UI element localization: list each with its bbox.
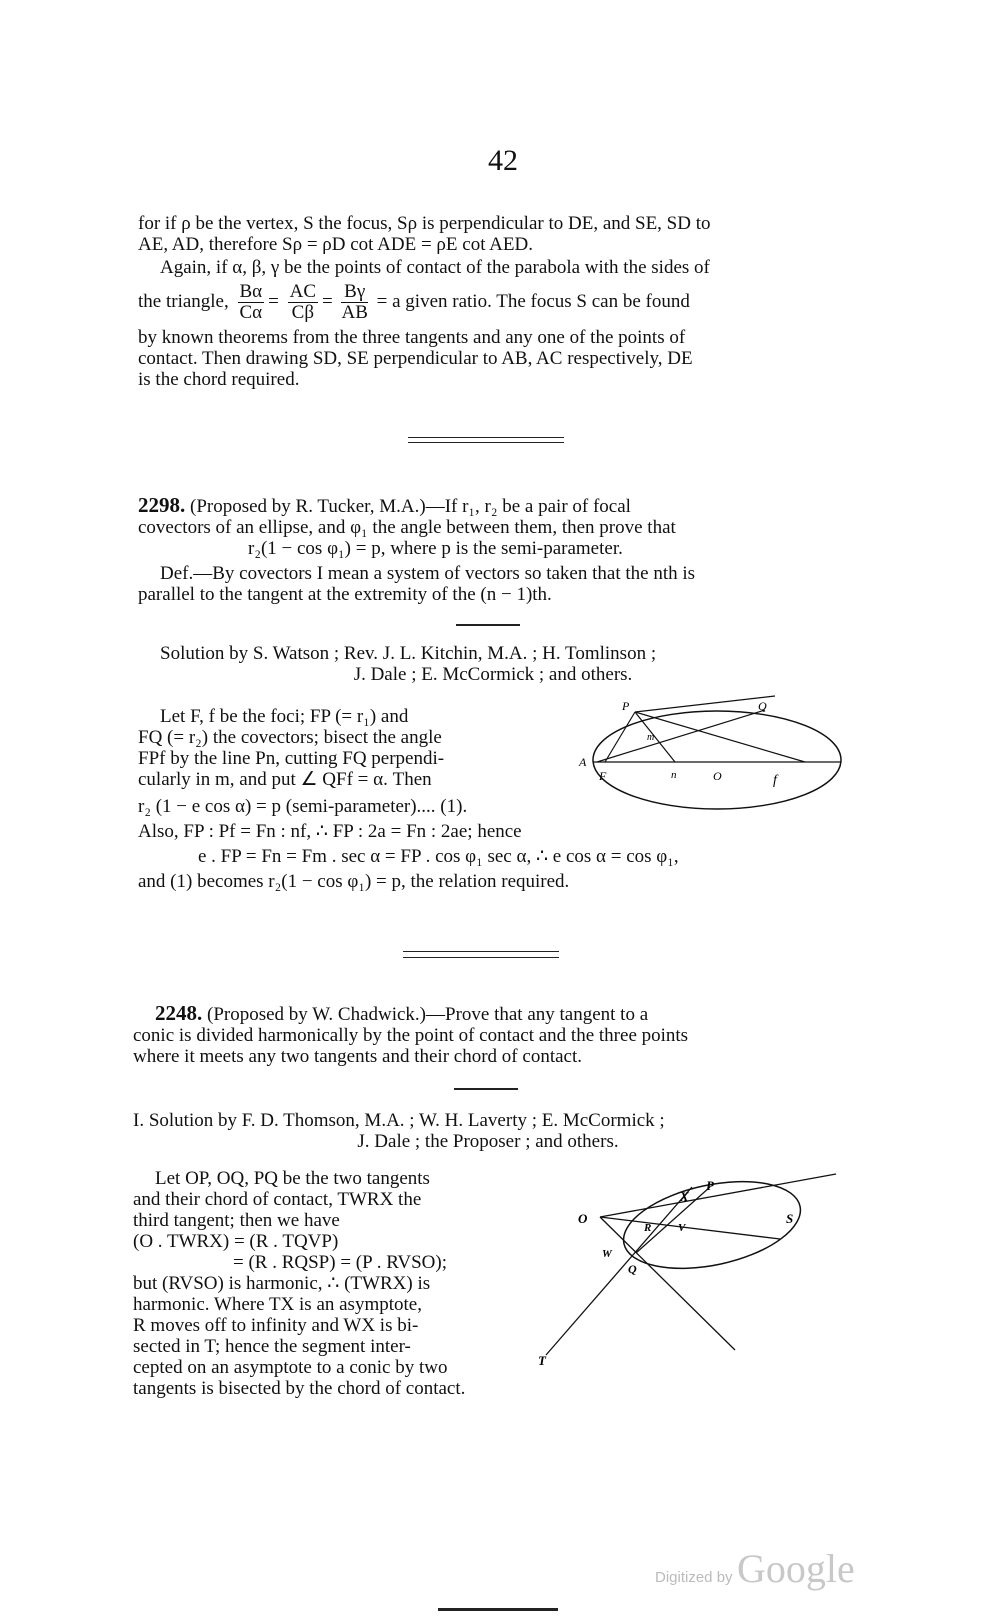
text-fragment: (Proposed by R. Tucker, M.A.)—If r₁, r₂ be a pair of focal xyxy=(190,496,631,517)
label-W: W xyxy=(602,1248,612,1260)
text-line: FQ (= r₂) the covectors; bisect the angle xyxy=(138,727,442,748)
digitized-watermark xyxy=(655,1545,855,1592)
fraction xyxy=(341,282,367,323)
question-header xyxy=(138,495,848,517)
tangent-TX xyxy=(546,1187,692,1355)
numerator: AC xyxy=(289,281,317,302)
solution-2298-body xyxy=(138,796,848,892)
section-divider xyxy=(403,951,559,952)
label-S: S xyxy=(786,1211,794,1226)
solution-credit: J. Dale ; the Proposer ; and others. xyxy=(357,1131,619,1152)
text-line: (O . TWRX) = (R . TQVP) xyxy=(133,1231,339,1252)
short-divider xyxy=(454,1088,518,1090)
numerator: Bα xyxy=(239,281,263,302)
label-m: m xyxy=(647,732,655,743)
tangent-line xyxy=(635,696,775,712)
section-divider xyxy=(408,437,564,438)
solution-2248-body xyxy=(133,1168,513,1399)
text-line: e . FP = Fn = Fm . sec α = FP . cos φ₁ sec α, ∴ e cos α = cos φ₁, xyxy=(198,846,679,867)
text-line: for if ρ be the vertex, S the focus, Sρ is perpendicular to DE, and SE, SD to xyxy=(138,213,711,234)
text-line: R moves off to infinity and WX is bi- xyxy=(133,1315,419,1336)
label-X: X xyxy=(680,1189,689,1204)
page-number: 42 xyxy=(488,144,518,177)
solution-2298-body-left xyxy=(138,706,568,790)
text-line: tangents is bisected by the chord of contact. xyxy=(133,1378,466,1399)
text-line: sected in T; hence the segment inter- xyxy=(133,1336,411,1357)
label-P: P xyxy=(622,699,630,713)
question-number: 2298. xyxy=(138,493,186,517)
text-line: where it meets any two tangents and their chord of contact. xyxy=(133,1046,582,1067)
solution-2298-credits xyxy=(138,643,848,685)
line-FQ xyxy=(597,710,765,762)
text-line: but (RVSO) is harmonic, ∴ (TWRX) is xyxy=(133,1273,431,1294)
label-n: n xyxy=(671,769,677,781)
ellipse-diagram xyxy=(575,700,845,810)
question-2298 xyxy=(138,495,848,605)
text-line: cularly in m, and put ∠ QFf = α. Then xyxy=(138,769,432,790)
denominator: Cβ xyxy=(291,302,314,323)
label-F: F xyxy=(599,769,607,783)
label-T: T xyxy=(538,1353,546,1368)
label-O: O xyxy=(578,1211,588,1226)
text-line: covectors of an ellipse, and φ₁ the angle between them, then prove that xyxy=(138,517,676,538)
label-A: A xyxy=(579,755,587,769)
fraction xyxy=(288,282,318,323)
text-line: cepted on an asymptote to a conic by two xyxy=(133,1357,448,1378)
label-P: P xyxy=(706,1178,714,1193)
text-line: parallel to the tangent at the extremity of the (n − 1)th. xyxy=(138,584,552,605)
solution-credit: J. Dale ; E. McCormick ; and others. xyxy=(353,664,633,685)
section-divider xyxy=(408,442,564,443)
page-bottom-mark xyxy=(438,1608,558,1617)
text-line: AE, AD, therefore Sρ = ρD cot ADE = ρE cot AED. xyxy=(138,234,533,255)
text-fragment: the triangle, xyxy=(138,290,229,312)
label-V: V xyxy=(678,1222,686,1234)
tangent-OQ xyxy=(600,1217,735,1350)
text-line: by known theorems from the three tangents and any one of the points of xyxy=(138,327,686,348)
text-fragment: (Proposed by W. Chadwick.)—Prove that any tangent to a xyxy=(207,1004,649,1025)
chord-PQ xyxy=(636,1187,710,1253)
text-line: = (R . RQSP) = (P . RVSO); xyxy=(233,1252,447,1273)
conic-tangent-diagram xyxy=(540,1165,840,1380)
question-number: 2248. xyxy=(155,1001,203,1025)
question-header xyxy=(133,1003,843,1025)
label-f: f xyxy=(773,773,777,788)
solution-2248-credits xyxy=(133,1110,843,1152)
text-line: Def.—By covectors I mean a system of vectors so taken that the nth is xyxy=(160,563,696,584)
text-line: is the chord required. xyxy=(138,369,300,390)
text-line: and (1) becomes r₂(1 − cos φ₁) = p, the relation required. xyxy=(138,871,570,892)
text-fragment: = a given ratio. The focus S can be found xyxy=(376,290,690,312)
label-O: O xyxy=(713,769,722,783)
label-R: R xyxy=(644,1222,652,1234)
question-2248 xyxy=(133,1003,843,1067)
denominator: AB xyxy=(341,302,368,323)
line-Pn xyxy=(635,712,675,762)
label-Q: Q xyxy=(628,1262,637,1276)
fraction xyxy=(238,282,265,323)
text-line: Let OP, OQ, PQ be the two tangents xyxy=(155,1168,430,1189)
text-line: harmonic. Where TX is an asymptote, xyxy=(133,1294,422,1315)
text-line: Also, FP : Pf = Fn : nf, ∴ FP : 2a = Fn : 2ae; hence xyxy=(138,821,522,842)
short-divider xyxy=(456,624,520,626)
numerator: Bγ xyxy=(341,282,367,303)
watermark-text: Digitized by xyxy=(655,1569,733,1586)
section-divider xyxy=(403,957,559,958)
intro-paragraph xyxy=(138,213,848,390)
line-Pf xyxy=(635,712,805,762)
text-line: FPf by the line Pn, cutting FQ perpendi- xyxy=(138,748,445,769)
text-line: and their chord of contact, TWRX the xyxy=(133,1189,422,1210)
denominator: Cα xyxy=(239,302,263,323)
text-line: Again, if α, β, γ be the points of contact of the parabola with the sides of xyxy=(160,257,710,278)
text-line: r₂(1 − cos φ₁) = p, where p is the semi-parameter. xyxy=(248,538,623,559)
text-line: r₂ (1 − e cos α) = p (semi-parameter).... (1). xyxy=(138,796,468,817)
solution-credit: I. Solution by F. D. Thomson, M.A. ; W. H. Laverty ; E. McCormick ; xyxy=(133,1110,665,1131)
text-line: third tangent; then we have xyxy=(133,1210,340,1231)
text-line: Let F, f be the foci; FP (= r₁) and xyxy=(160,706,409,727)
google-logo: Google xyxy=(737,1546,855,1591)
ellipse-curve xyxy=(593,711,841,809)
text-line: conic is divided harmonically by the point of contact and the three points xyxy=(133,1025,689,1046)
equation-line: the triangle, $\frac{B\alpha}{C\alpha}$ = $\frac{AC}{C\beta}$ = $\frac{B\gamma}{AB}$ = a given ratio. The focus S can be found xyxy=(138,281,690,323)
label-Q: Q xyxy=(758,699,767,713)
text-line: contact. Then drawing SD, SE perpendicular to AB, AC respectively, DE xyxy=(138,348,693,369)
solution-credit: Solution by S. Watson ; Rev. J. L. Kitchin, M.A. ; H. Tomlinson ; xyxy=(160,643,657,664)
